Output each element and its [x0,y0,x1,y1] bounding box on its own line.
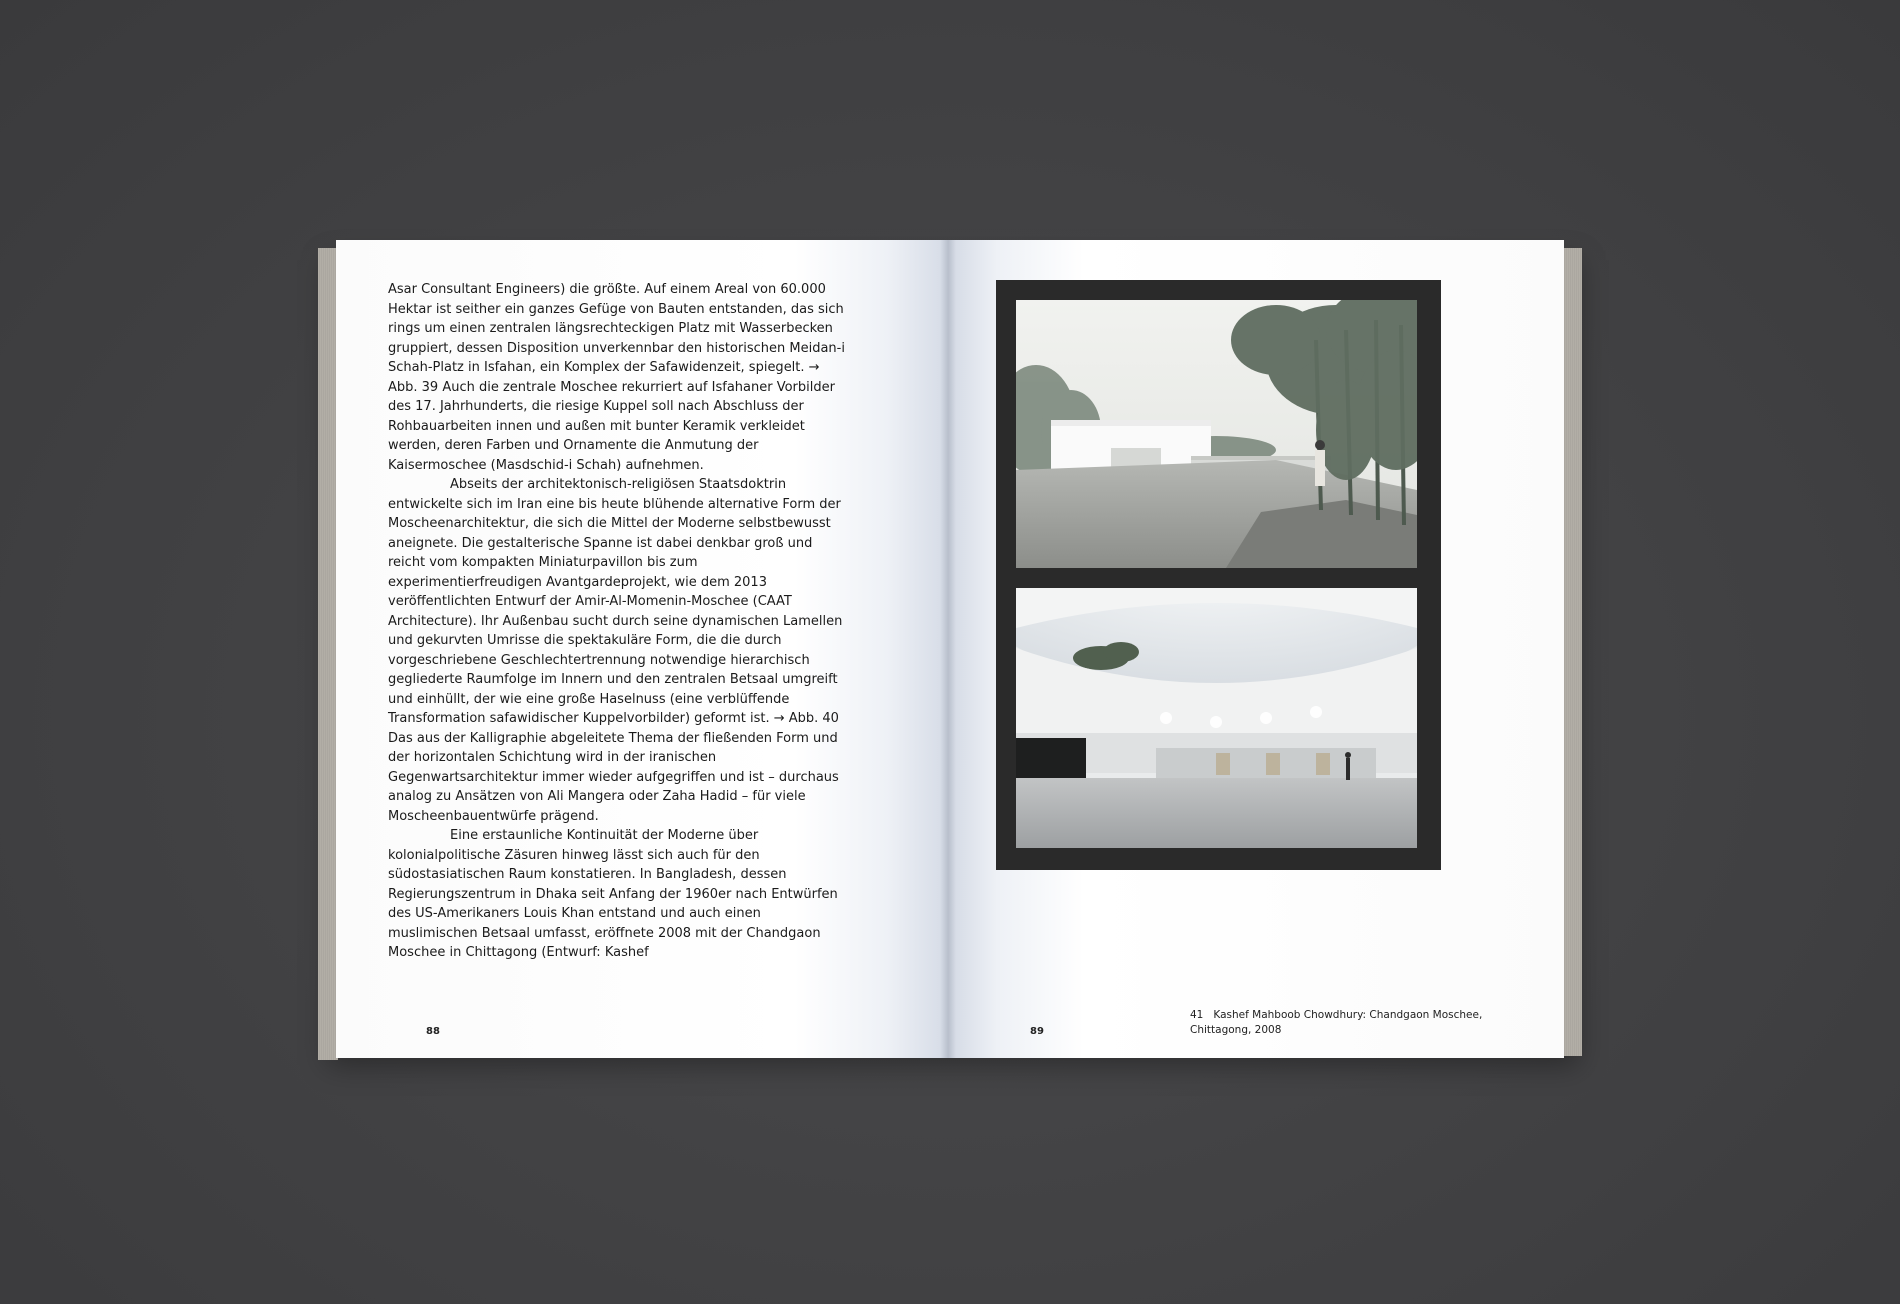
figure-caption-text: Kashef Mahboob Chowdhury: Chandgaon Moschee, Chittagong, 2008 [1190,1009,1483,1036]
page-number-right: 89 [1030,1026,1044,1037]
page-edge-left [318,248,338,1060]
page-edge-right [1564,248,1582,1056]
figure-number: 41 [1190,1009,1204,1021]
open-book [318,240,1582,1060]
page-number-left: 88 [426,1026,440,1037]
figure-caption [1190,1008,1510,1038]
mosque-exterior-photo [1016,300,1417,568]
photo-plate [996,280,1441,870]
right-page [948,240,1564,1058]
paragraph-2: Abseits der architektonisch-religiösen Staatsdoktrin entwickelte sich im Iran eine bis heute blühende alternative Form der Moscheenarchitektur, die sich die Mittel der Moderne selbstbewusst aneignete. Die gestalterische Spanne ist dabei denkbar groß und reicht vom kompakten Miniaturpavillon bis zum experimentierfreudigen Avantgardeprojekt, wie dem 2013 veröffentlichten Entwurf der Amir-Al-Momenin-Moschee (CAAT Architecture). Ihr Außenbau sucht durch seine dynamischen Lamellen und gekurvten Umrisse die spektakuläre Form, die die durch vorgeschriebene Geschlechtertrennung notwendige hierarchisch gegliederte Raumfolge im Innern und den zentralen Betsaal umgreift und einhüllt, der wie eine große Haselnuss (eine verblüffende Transformation safawidischer Kuppelvorbilder) geformt ist. → Abb. 40 Das aus der Kalligraphie abgeleitete Thema der fließenden Form und der horizontalen Schichtung wird in der iranischen Gegenwartsarchitektur immer wieder aufgegriffen und ist – durchaus analog zu Ansätzen von Ali Mangera oder Zaha Hadid – für viele Moscheenbauentwürfe prägend. [388,477,843,824]
mosque-interior-photo [1016,588,1417,848]
paragraph-3: Eine erstaunliche Kontinuität der Moderne über kolonialpolitische Zäsuren hinweg lässt sich auch für den südostasiatischen Raum konstatieren. In Bangladesh, dessen Regierungszentrum in Dhaka seit Anfang der 1960er nach Entwürfen des US-Amerikaners Louis Khan entstand und auch einen muslimischen Betsaal umfasst, eröffnete 2008 mit der Chandgaon Moschee in Chittagong (Entwurf: Kashef [388,828,838,960]
paragraph-1: Asar Consultant Engineers) die größte. Auf einem Areal von 60.000 Hektar ist seither ein ganzes Gefüge von Bauten entstanden, das sich rings um einen zentralen längsrechteckigen Platz mit Wasserbecken gruppiert, dessen Disposition unverkennbar den historischen Meidan-i Schah-Platz in Isfahan, ein Komplex der Safawidenzeit, spiegelt. → Abb. 39 Auch die zentrale Moschee rekurriert auf Isfahaner Vorbilder des 17. Jahrhunderts, die riesige Kuppel soll nach Abschluss der Rohbauarbeiten innen und außen mit bunter Keramik verkleidet werden, deren Farben und Ornamente die Anmutung der Kaisermoschee (Masdschid-i Schah) aufnehmen. [388,282,845,473]
left-page [336,240,948,1058]
book-gutter [940,240,956,1058]
left-page-body-text [388,280,848,963]
